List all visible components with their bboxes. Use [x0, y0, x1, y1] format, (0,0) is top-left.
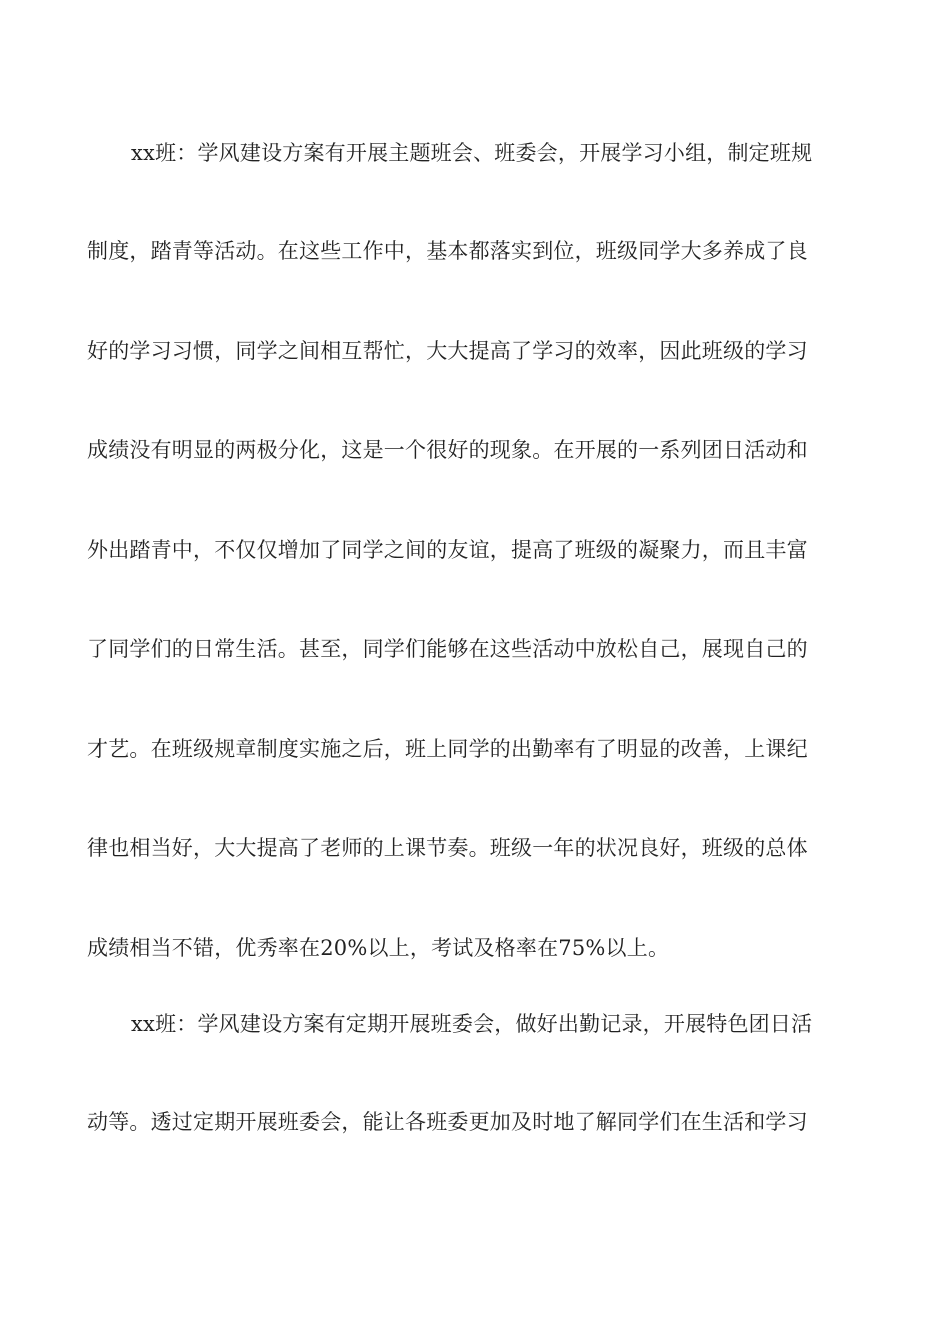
paragraph-1-line-7: 才艺。在班级规章制度实施之后，班上同学的出勤率有了明显的改善，上课纪: [87, 737, 808, 761]
paragraph-1-line-2: 制度，踏青等活动。在这些工作中，基本都落实到位，班级同学大多养成了良: [87, 239, 808, 263]
paragraph-2-line-1: xx班：学风建设方案有定期开展班委会，做好出勤记录，开展特色团日活: [131, 1012, 813, 1036]
paragraph-1-line-4: 成绩没有明显的两极分化，这是一个很好的现象。在开展的一系列团日活动和: [87, 438, 808, 462]
paragraph-1-line-8: 律也相当好，大大提高了老师的上课节奏。班级一年的状况良好，班级的总体: [87, 836, 808, 860]
paragraph-1-line-9: 成绩相当不错，优秀率在20%以上，考试及格率在75%以上。: [87, 936, 670, 960]
paragraph-1-line-5: 外出踏青中，不仅仅增加了同学之间的友谊，提高了班级的凝聚力，而且丰富: [87, 538, 808, 562]
paragraph-1-line-3: 好的学习习惯，同学之间相互帮忙，大大提高了学习的效率，因此班级的学习: [87, 339, 808, 363]
paragraph-1-line-1: xx班：学风建设方案有开展主题班会、班委会，开展学习小组，制定班规: [131, 141, 813, 165]
paragraph-2-line-2: 动等。透过定期开展班委会，能让各班委更加及时地了解同学们在生活和学习: [87, 1110, 808, 1134]
paragraph-1-line-6: 了同学们的日常生活。甚至，同学们能够在这些活动中放松自己，展现自己的: [87, 637, 808, 661]
